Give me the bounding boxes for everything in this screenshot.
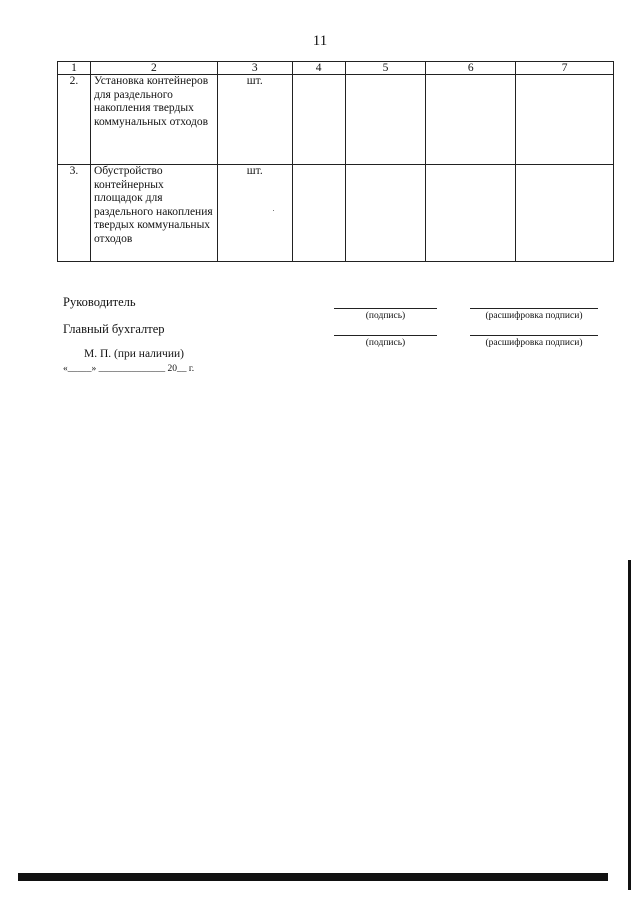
row-cell bbox=[426, 75, 516, 165]
column-header: 1 bbox=[58, 62, 91, 75]
row-cell bbox=[345, 165, 426, 262]
row-cell bbox=[426, 165, 516, 262]
head-decoding-caption: (расшифровка подписи) bbox=[485, 311, 583, 321]
row-cell bbox=[516, 75, 614, 165]
scan-artifact bbox=[273, 210, 274, 211]
row-name: Установка контейнеров для раздельного накопления твердых коммунальных отходов bbox=[90, 75, 217, 165]
head-signature-caption: (подпись) bbox=[365, 311, 406, 321]
table-header-row bbox=[58, 62, 614, 75]
column-header: 2 bbox=[90, 62, 217, 75]
row-number: 2. bbox=[58, 75, 91, 165]
column-header: 7 bbox=[516, 62, 614, 75]
row-number: 3. bbox=[58, 165, 91, 262]
column-header: 3 bbox=[217, 62, 292, 75]
head-decoding-line bbox=[470, 308, 598, 309]
row-unit: шт. bbox=[217, 75, 292, 165]
accountant-decoding-line bbox=[470, 335, 598, 336]
column-header: 4 bbox=[292, 62, 345, 75]
accountant-decoding-caption: (расшифровка подписи) bbox=[485, 338, 583, 348]
page-number: 11 bbox=[312, 33, 328, 49]
accountant-signature-line bbox=[334, 335, 437, 336]
scan-edge-right bbox=[628, 560, 631, 890]
scan-edge-bottom bbox=[18, 873, 608, 881]
row-cell bbox=[345, 75, 426, 165]
row-cell bbox=[516, 165, 614, 262]
column-header: 6 bbox=[426, 62, 516, 75]
data-table bbox=[57, 61, 614, 262]
row-cell bbox=[292, 75, 345, 165]
row-name: Обустройство контейнерных площадок для раздельного накопления твердых коммунальных отходов bbox=[90, 165, 217, 262]
accountant-label: Главный бухгалтер bbox=[63, 322, 165, 336]
stamp-place: М. П. (при наличии) bbox=[84, 348, 184, 360]
column-header: 5 bbox=[345, 62, 426, 75]
table-row bbox=[58, 165, 614, 262]
row-cell bbox=[292, 165, 345, 262]
row-unit: шт. bbox=[217, 165, 292, 262]
head-label: Руководитель bbox=[63, 295, 136, 309]
head-signature-line bbox=[334, 308, 437, 309]
table-row bbox=[58, 75, 614, 165]
accountant-signature-caption: (подпись) bbox=[365, 338, 406, 348]
date-line: «_____» ______________ 20__ г. bbox=[63, 364, 195, 374]
